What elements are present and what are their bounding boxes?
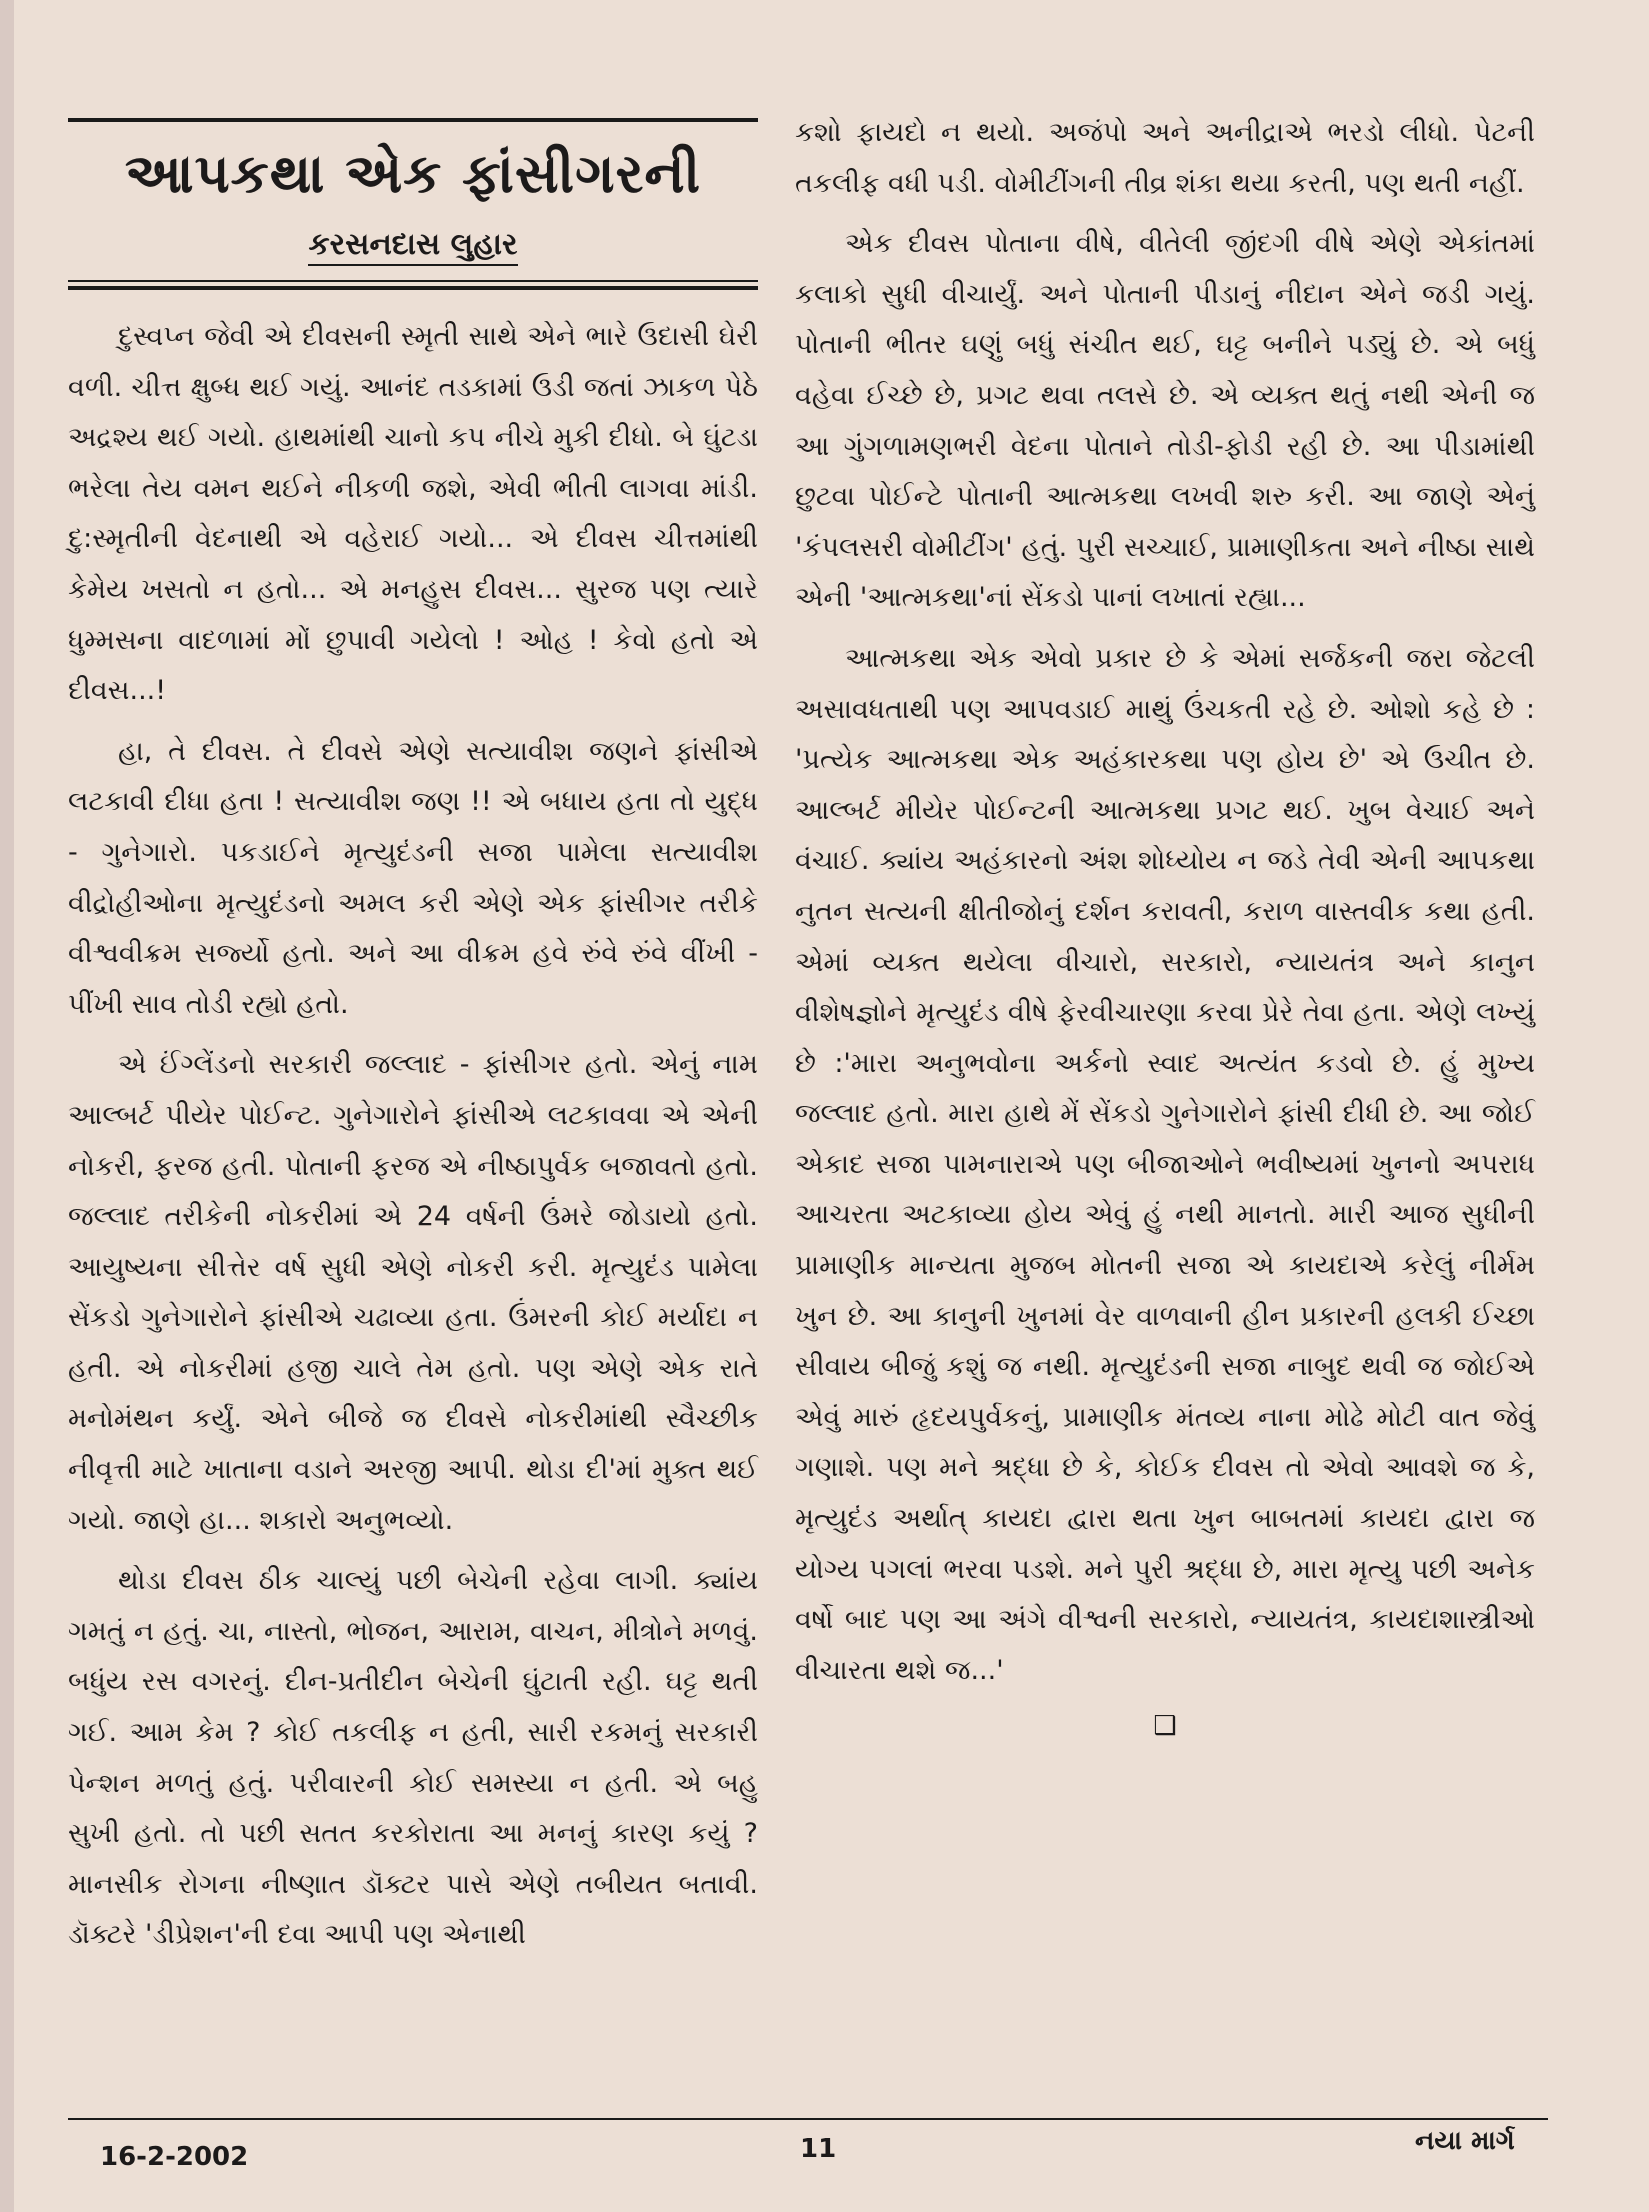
paragraph: થોડા દીવસ ઠીક ચાલ્યું પછી બેચેની રહેવા લાગી. ક્યાંય ગમતું ન હતું. ચા, નાસ્તો, ભોજન, આરામ, વાચન, મીત્રોને મળવું. બધુંય રસ વગરનું. દીન-પ્રતીદીન બેચેની ઘુંટાતી રહી. ઘટ્ટ થતી ગઈ. આમ કેમ ? કોઈ તકલીફ ન હતી, સારી રકમનું સરકારી પેન્શન મળતું હતું. પરીવારની કોઈ સમસ્યા ન હતી. એ બહુ સુખી હતો. તો પછી સતત કરકોરાતા આ મનનું કારણ કયું ? માનસીક રોગના નીષ્ણાત ડૉક્ટર પાસે એણે તબીયત બતાવી. ડૉક્ટરે 'ડીપ્રેશન'ની દવા આપી પણ એનાથી [68, 1565, 758, 1951]
title-top-rule [68, 118, 758, 122]
article-title: આપકથા એક ફાંસીગરની [124, 142, 702, 205]
title-bottom-rule [68, 280, 758, 290]
paragraph: કશો ફાયદો ન થયો. અજંપો અને અનીદ્રાએ ભરડો લીધો. પેટની તકલીફ વધી પડી. વોમીટીંગની તીવ્ર શંકા થયા કરતી, પણ થતી નહીં. [795, 117, 1535, 199]
page-edge [0, 0, 14, 2212]
article-author [68, 222, 758, 268]
paragraph: એક દીવસ પોતાના વીષે, વીતેલી જીંદગી વીષે એણે એકાંતમાં કલાકો સુધી વીચાર્યું. અને પોતાની પીડાનું નીદાન એને જડી ગયું. પોતાની ભીતર ઘણું બધું સંચીત થઈ, ઘટ્ટ બનીને પડ્યું છે. એ બધું વહેવા ઈચ્છે છે, પ્રગટ થવા તલસે છે. એ વ્યક્ત થતું નથી એની જ આ ગુંગળામણભરી વેદના પોતાને તોડી-ફોડી રહી છે. આ પીડામાંથી છુટવા પોઈન્ટે પોતાની આત્મકથા લખવી શરુ કરી. આ જાણે એનું 'કંપલસરી વોમીટીંગ' હતું. પુરી સચ્ચાઈ, પ્રામાણીકતા અને નીષ્ઠા સાથે એની 'આત્મકથા'નાં સેંકડો પાનાં લખાતાં રહ્યા... [795, 228, 1535, 614]
paragraph: દુસ્વપ્ન જેવી એ દીવસની સ્મૃતી સાથે એને ભારે ઉદાસી ઘેરી વળી. ચીત્ત ક્ષુબ્ધ થઈ ગયું. આનંદ તડકામાં ઉડી જતાં ઝાકળ પેઠે અદ્રશ્ય થઈ ગયો. હાથમાંથી ચાનો કપ નીચે મુકી દીધો. બે ઘુંટડા ભરેલા તેય વમન થઈને નીકળી જશે, એવી ભીતી લાગવા માંડી. દુ:સ્મૃતીની વેદનાથી એ વહેરાઈ ગયો... એ દીવસ ચીત્તમાંથી કેમેય ખસતો ન હતો... એ મનહુસ દીવસ... સુરજ પણ ત્યારે ધુમ્મસના વાદળામાં મોં છુપાવી ગયેલો ! ઓહ ! કેવો હતો એ દીવસ...! [68, 321, 758, 707]
footer-rule [68, 2118, 1548, 2120]
paragraph: આત્મકથા એક એવો પ્રકાર છે કે એમાં સર્જકની જરા જેટલી અસાવધતાથી પણ આપવડાઈ માથું ઉંચકતી રહે છે. ઓશો કહે છે : 'પ્રત્યેક આત્મકથા એક અહંકારકથા પણ હોય છે' એ ઉચીત છે. આલ્બર્ટ મીયેર પોઈન્ટની આત્મકથા પ્રગટ થઈ. ખુબ વેચાઈ અને વંચાઈ. ક્યાંય અહંકારનો અંશ શોધ્યોય ન જડે તેવી એની આપકથા નુતન સત્યની ક્ષીતીજોનું દર્શન કરાવતી, કરાળ વાસ્તવીક કથા હતી. એમાં વ્યક્ત થયેલા વીચારો, સરકારો, ન્યાયતંત્ર અને કાનુન વીશેષજ્ઞોને મૃત્યુદંડ વીષે ફેરવીચારણા કરવા પ્રેરે તેવા હતા. એણે લખ્યું છે :'મારા અનુભવોના અર્કનો સ્વાદ અત્યંત કડવો છે. હું મુખ્ય જલ્લાદ હતો. મારા હાથે મેં સેંકડો ગુનેગારોને ફાંસી દીધી છે. આ જોઈ એકાદ સજા પામનારાએ પણ બીજાઓને ભવીષ્યમાં ખુનનો અપરાધ આચરતા અટકાવ્યા હોય એવું હું નથી માનતો. મારી આજ સુધીની પ્રામાણીક માન્યતા મુજબ મોતની સજા એ કાયદાએ કરેલું નીર્મમ ખુન છે. આ કાનુની ખુનમાં વેર વાળવાની હીન પ્રકારની હલકી ઈચ્છા સીવાય બીજું કશું જ નથી. મૃત્યુદંડની સજા નાબુદ થવી જ જોઈએ એવું મારું હૃદયપુર્વકનું, પ્રામાણીક મંતવ્ય નાના મોઢે મોટી વાત જેવું ગણાશે. પણ મને શ્રદ્ધા છે કે, કોઈક દીવસ તો એવો આવશે જ કે, મૃત્યુદંડ અર્થાત્ કાયદા દ્વારા થતા ખુન બાબતમાં કાયદા દ્વારા જ યોગ્ય પગલાં ભરવા પડશે. મને પુરી શ્રદ્ધા છે, મારા મૃત્યુ પછી અનેક વર્ષો બાદ પણ આ અંગે વીશ્વની સરકારો, ન્યાયતંત્ર, કાયદાશાસ્ત્રીઓ વીચારતા થશે જ...' [795, 642, 1535, 1686]
end-mark-icon: ❑ [1153, 1711, 1177, 1742]
page-number: 11 [800, 2134, 837, 2164]
right-column [795, 108, 1535, 1746]
paragraph: એ ઈંગ્લેંડનો સરકારી જલ્લાદ - ફાંસીગર હતો. એનું નામ આલ્બર્ટ પીયેર પોઈન્ટ. ગુનેગારોને ફાંસીએ લટકાવવા એ એની નોકરી, ફરજ હતી. પોતાની ફરજ એ નીષ્ઠાપુર્વક બજાવતો હતો. જલ્લાદ તરીકેની નોકરીમાં એ 24 વર્ષની ઉંમરે જોડાયો હતો. આયુષ્યના સીત્તેર વર્ષ સુધી એણે નોકરી કરી. મૃત્યુદંડ પામેલા સેંકડો ગુનેગારોને ફાંસીએ ચઢાવ્યા હતા. ઉંમરની કોઈ મર્યાદા ન હતી. એ નોકરીમાં હજી ચાલે તેમ હતો. પણ એણે એક રાતે મનોમંથન કર્યું. એને બીજે જ દીવસે નોકરીમાંથી સ્વૈચ્છીક નીવૃત્તી માટે ખાતાના વડાને અરજી આપી. થોડા દી'માં મુક્ત થઈ ગયો. જાણે હા... શકારો અનુભવ્યો. [68, 1049, 758, 1536]
paragraph: હા, તે દીવસ. તે દીવસે એણે સત્યાવીશ જણને ફાંસીએ લટકાવી દીધા હતા ! સત્યાવીશ જણ !! એ બધાય હતા તો યુદ્ધ - ગુનેગારો. પકડાઈને મૃત્યુદંડની સજા પામેલા સત્યાવીશ વીદ્રોહીઓના મૃત્યુદંડનો અમલ કરી એણે એક ફાંસીગર તરીકે વીશ્વવીક્રમ સર્જ્યો હતો. અને આ વીક્રમ હવે રુંવે રુંવે વીંખી - પીંખી સાવ તોડી રહ્યો હતો. [68, 735, 758, 1020]
magazine-name: નયા માર્ગ [1415, 2126, 1515, 2156]
issue-date: 16-2-2002 [100, 2142, 249, 2172]
author-name: કરસનદાસ લુહાર [308, 227, 517, 266]
left-column [68, 118, 758, 1971]
